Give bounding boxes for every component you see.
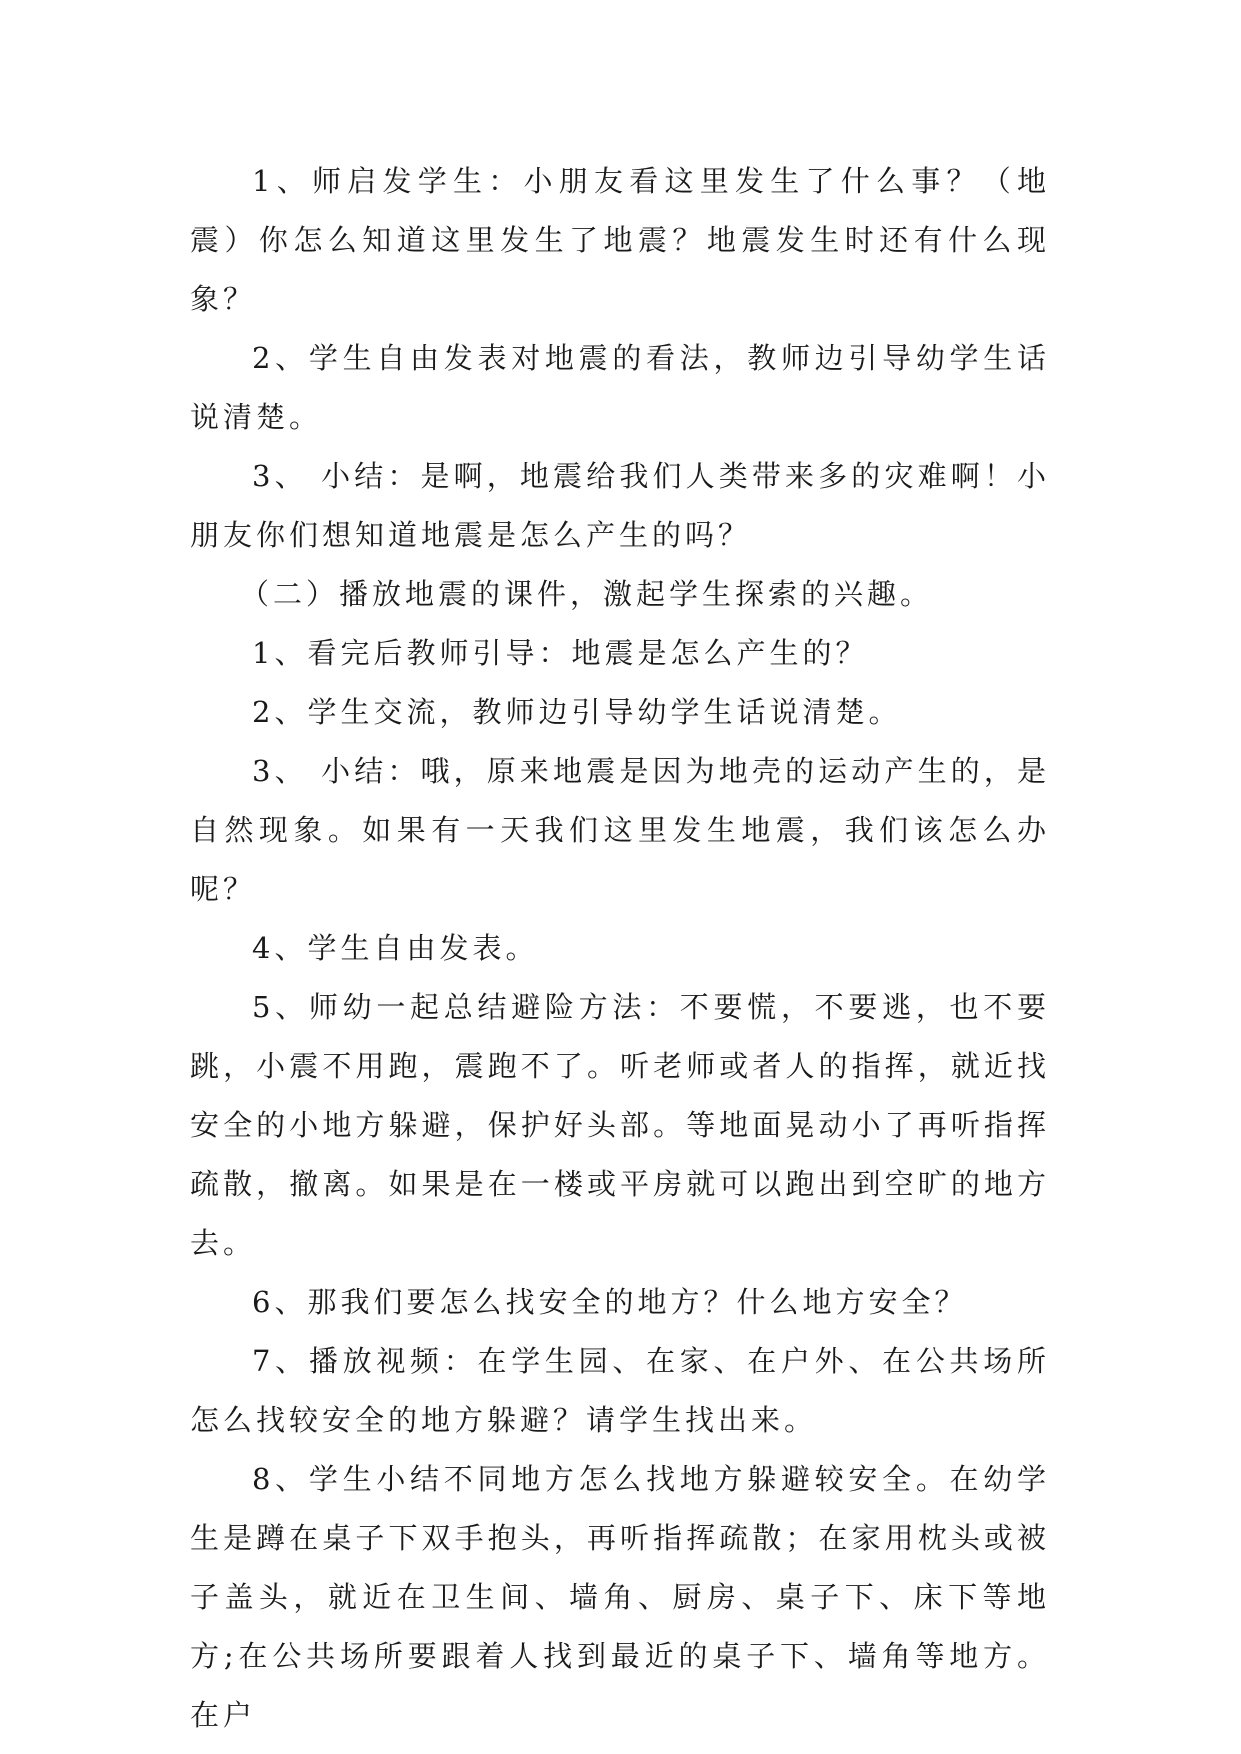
paragraph-8: 4、学生自由发表。 <box>252 931 539 965</box>
paragraph-2: 2、学生自由发表对地震的看法，教师边引导幼学生话说清楚。 <box>190 341 1050 434</box>
paragraph-6: 2、学生交流，教师边引导幼学生话说清楚。 <box>252 695 902 729</box>
paragraph-9: 5、师幼一起总结避险方法：不要慌，不要逃，也不要跳，小震不用跑，震跑不了。听老师或者人的指挥，就近找安全的小地方躲避，保护好头部。等地面晃动小了再听指挥疏散，撤离。如果是在一楼或平房就可以跑出到空旷的地方去。 <box>190 990 1050 1260</box>
section-heading-2: （二）播放地震的课件，激起学生探索的兴趣。 <box>240 577 934 611</box>
paragraph-10: 6、那我们要怎么找安全的地方？什么地方安全？ <box>252 1285 968 1319</box>
paragraph-12: 8、学生小结不同地方怎么找地方躲避较安全。在幼学生是蹲在桌子下双手抱头，再听指挥疏散；在家用枕头或被子盖头，就近在卫生间、墙角、厨房、桌子下、床下等地方;在公共场所要跟着人找到最近的桌子下、墙角等地方。在户 <box>190 1462 1050 1732</box>
paragraph-1: 1、师启发学生：小朋友看这里发生了什么事？（地震）你怎么知道这里发生了地震？地震发生时还有什么现象？ <box>190 164 1050 316</box>
paragraph-11: 7、播放视频：在学生园、在家、在户外、在公共场所怎么找较安全的地方躲避？请学生找出来。 <box>190 1344 1050 1437</box>
document-body <box>190 152 1050 1745</box>
paragraph-7: 3、 小结：哦，原来地震是因为地壳的运动产生的，是自然现象。如果有一天我们这里发生地震，我们该怎么办呢？ <box>190 754 1050 906</box>
paragraph-3: 3、 小结：是啊，地震给我们人类带来多的灾难啊！小朋友你们想知道地震是怎么产生的吗？ <box>190 459 1050 552</box>
paragraph-5: 1、看完后教师引导：地震是怎么产生的？ <box>252 636 869 670</box>
